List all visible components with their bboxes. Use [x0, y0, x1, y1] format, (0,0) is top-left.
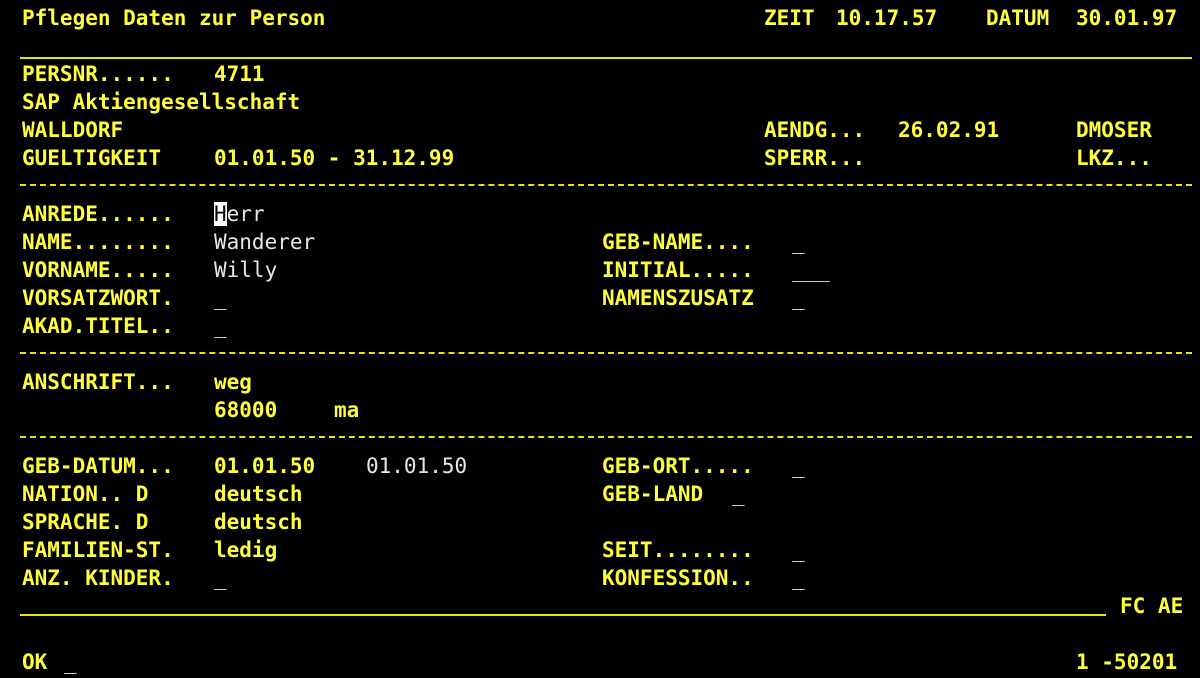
date-label: DATUM [986, 6, 1050, 30]
vorsatz-label: VORSATZWORT. [22, 286, 174, 310]
lkz-label: LKZ... [1076, 146, 1152, 170]
sprache-label: SPRACHE. D [22, 510, 149, 534]
change-date: 26.02.91 [898, 118, 1000, 142]
text-cursor: H [214, 202, 227, 226]
name-label: NAME........ [22, 230, 174, 254]
vorname-label: VORNAME..... [22, 258, 174, 282]
validity-label: GUELTIGKEIT [22, 146, 162, 170]
nation-label: NATION.. D [22, 482, 149, 506]
seit-label: SEIT........ [602, 538, 754, 562]
anrede-field[interactable] [214, 200, 265, 228]
familie-label: FAMILIEN-ST. [22, 538, 174, 562]
validity-range: 01.01.50 - 31.12.99 [214, 146, 455, 170]
address-street[interactable]: weg [214, 370, 252, 394]
gebdatum-display: 01.01.50 [366, 454, 468, 478]
akad-label: AKAD.TITEL.. [22, 314, 174, 338]
gebdatum-label: GEB-DATUM... [22, 454, 174, 478]
footer-divider [20, 614, 1106, 616]
initial-field[interactable]: ___ [792, 258, 830, 282]
vorsatz-field[interactable]: _ [214, 286, 227, 310]
time-value: 10.17.57 [836, 6, 938, 30]
seit-field[interactable]: _ [792, 538, 805, 562]
company-name: SAP Aktiengesellschaft [22, 90, 301, 114]
name-field[interactable]: Wanderer [214, 230, 316, 254]
familie-field[interactable]: ledig [214, 538, 278, 562]
address-label: ANSCHRIFT... [22, 370, 174, 394]
time-label: ZEIT [764, 6, 815, 30]
vorname-field[interactable]: Willy [214, 258, 278, 282]
section-divider [20, 184, 1192, 186]
section-divider [20, 352, 1192, 354]
gebname-label: GEB-NAME.... [602, 230, 754, 254]
nation-value: deutsch [214, 482, 303, 506]
gebland-field[interactable]: _ [732, 482, 745, 506]
anrede-value: err [226, 202, 265, 226]
address-city[interactable]: ma [334, 398, 360, 422]
sprache-value: deutsch [214, 510, 303, 534]
zusatz-label: NAMENSZUSATZ [602, 286, 754, 310]
ok-label: OK [22, 650, 48, 674]
ok-command-field[interactable]: _ [64, 650, 77, 674]
initial-label: INITIAL..... [602, 258, 754, 282]
zusatz-field[interactable]: _ [792, 286, 805, 310]
function-code: FC AE [1120, 594, 1184, 618]
change-label: AENDG... [764, 118, 866, 142]
header-divider [20, 57, 1192, 59]
lock-label: SPERR... [764, 146, 866, 170]
address-zip[interactable]: 68000 [214, 398, 278, 422]
kinder-label: ANZ. KINDER. [22, 566, 174, 590]
gebort-label: GEB-ORT..... [602, 454, 754, 478]
status-code: 1 -50201 [1076, 650, 1178, 674]
konf-label: KONFESSION.. [602, 566, 754, 590]
persnr-value: 4711 [214, 62, 265, 86]
change-user: DMOSER [1076, 118, 1152, 142]
screen-title: Pflegen Daten zur Person [22, 6, 326, 30]
persnr-label: PERSNR...... [22, 62, 174, 86]
section-divider [20, 436, 1192, 438]
gebland-label: GEB-LAND [602, 482, 704, 506]
kinder-field[interactable]: _ [214, 566, 227, 590]
akad-field[interactable]: _ [214, 314, 227, 338]
date-value: 30.01.97 [1076, 6, 1178, 30]
gebdatum-field[interactable]: 01.01.50 [214, 454, 316, 478]
gebname-field[interactable]: _ [792, 230, 805, 254]
konf-field[interactable]: _ [792, 566, 805, 590]
company-city: WALLDORF [22, 118, 124, 142]
gebort-field[interactable]: _ [792, 454, 805, 478]
anrede-label: ANREDE...... [22, 202, 174, 226]
